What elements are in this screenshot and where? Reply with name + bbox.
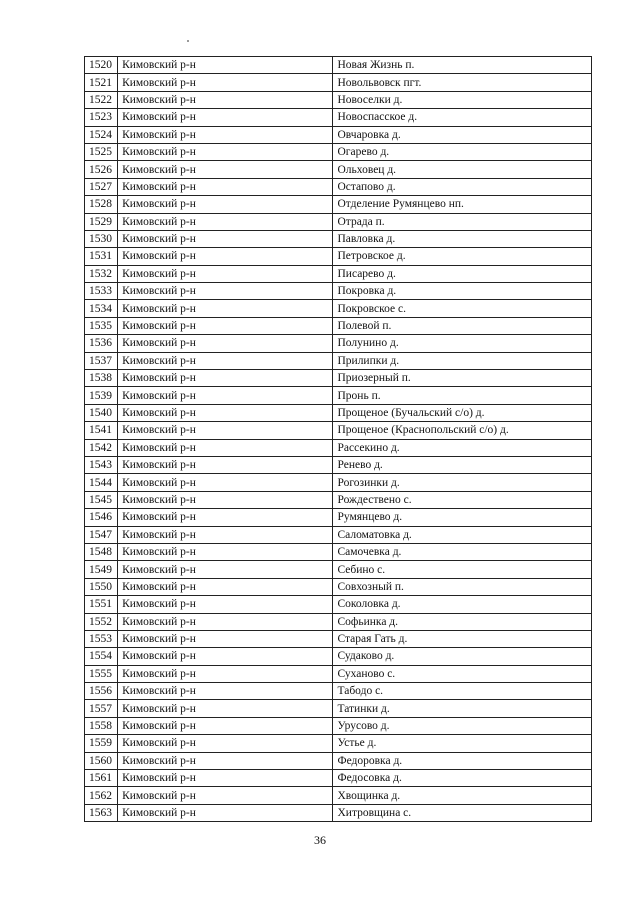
table-row	[85, 665, 592, 682]
settlement-cell: Овчаровка д.	[333, 126, 592, 143]
table-row	[85, 404, 592, 421]
table-row	[85, 178, 592, 195]
table-row	[85, 213, 592, 230]
table-row	[85, 474, 592, 491]
row-number: 1563	[85, 804, 118, 821]
district-cell: Кимовский р-н	[118, 283, 333, 300]
district-cell: Кимовский р-н	[118, 561, 333, 578]
row-number: 1527	[85, 178, 118, 195]
settlement-cell: Рогозинки д.	[333, 474, 592, 491]
settlement-cell: Прощеное (Краснопольский с/о) д.	[333, 422, 592, 439]
district-cell: Кимовский р-н	[118, 265, 333, 282]
district-cell: Кимовский р-н	[118, 439, 333, 456]
table-row	[85, 248, 592, 265]
settlement-cell: Рождествено с.	[333, 491, 592, 508]
district-cell: Кимовский р-н	[118, 665, 333, 682]
table-row	[85, 543, 592, 560]
table-row	[85, 561, 592, 578]
row-number: 1522	[85, 91, 118, 108]
row-number: 1532	[85, 265, 118, 282]
table-row	[85, 161, 592, 178]
settlement-cell: Приозерный п.	[333, 370, 592, 387]
table-row	[85, 630, 592, 647]
row-number: 1536	[85, 335, 118, 352]
table-row	[85, 74, 592, 91]
settlement-cell: Румянцево д.	[333, 509, 592, 526]
table-row	[85, 335, 592, 352]
table-row	[85, 804, 592, 821]
settlements-table	[84, 56, 592, 822]
table-row	[85, 300, 592, 317]
row-number: 1537	[85, 352, 118, 369]
row-number: 1547	[85, 526, 118, 543]
settlement-cell: Петровское д.	[333, 248, 592, 265]
district-cell: Кимовский р-н	[118, 630, 333, 647]
district-cell: Кимовский р-н	[118, 613, 333, 630]
district-cell: Кимовский р-н	[118, 578, 333, 595]
table-row	[85, 770, 592, 787]
settlement-cell: Урусово д.	[333, 717, 592, 734]
table-row	[85, 752, 592, 769]
settlement-cell: Огарево д.	[333, 143, 592, 160]
settlement-cell: Покровка д.	[333, 283, 592, 300]
district-cell: Кимовский р-н	[118, 474, 333, 491]
row-number: 1520	[85, 57, 118, 74]
district-cell: Кимовский р-н	[118, 213, 333, 230]
district-cell: Кимовский р-н	[118, 596, 333, 613]
settlement-cell: Новая Жизнь п.	[333, 57, 592, 74]
settlement-cell: Новоспасское д.	[333, 109, 592, 126]
row-number: 1528	[85, 196, 118, 213]
settlement-cell: Павловка д.	[333, 230, 592, 247]
district-cell: Кимовский р-н	[118, 370, 333, 387]
table-row	[85, 735, 592, 752]
settlements-table-body	[85, 57, 592, 822]
table-row	[85, 91, 592, 108]
district-cell: Кимовский р-н	[118, 683, 333, 700]
settlement-cell: Остапово д.	[333, 178, 592, 195]
district-cell: Кимовский р-н	[118, 804, 333, 821]
table-row	[85, 787, 592, 804]
settlement-cell: Саломатовка д.	[333, 526, 592, 543]
settlement-cell: Писарево д.	[333, 265, 592, 282]
row-number: 1561	[85, 770, 118, 787]
row-number: 1526	[85, 161, 118, 178]
row-number: 1539	[85, 387, 118, 404]
district-cell: Кимовский р-н	[118, 491, 333, 508]
district-cell: Кимовский р-н	[118, 248, 333, 265]
row-number: 1543	[85, 456, 118, 473]
row-number: 1546	[85, 509, 118, 526]
table-row	[85, 57, 592, 74]
district-cell: Кимовский р-н	[118, 109, 333, 126]
table-row	[85, 509, 592, 526]
district-cell: Кимовский р-н	[118, 143, 333, 160]
settlement-cell: Отрада п.	[333, 213, 592, 230]
settlement-cell: Полунино д.	[333, 335, 592, 352]
scan-mark	[187, 40, 189, 42]
row-number: 1530	[85, 230, 118, 247]
settlement-cell: Покровское с.	[333, 300, 592, 317]
row-number: 1557	[85, 700, 118, 717]
row-number: 1559	[85, 735, 118, 752]
table-row	[85, 352, 592, 369]
row-number: 1553	[85, 630, 118, 647]
row-number: 1533	[85, 283, 118, 300]
table-row	[85, 196, 592, 213]
district-cell: Кимовский р-н	[118, 178, 333, 195]
row-number: 1552	[85, 613, 118, 630]
settlement-cell: Федоровка д.	[333, 752, 592, 769]
table-row	[85, 317, 592, 334]
district-cell: Кимовский р-н	[118, 422, 333, 439]
settlement-cell: Новольвовск пгт.	[333, 74, 592, 91]
table-row	[85, 126, 592, 143]
table-row	[85, 456, 592, 473]
settlement-cell: Судаково д.	[333, 648, 592, 665]
row-number: 1538	[85, 370, 118, 387]
district-cell: Кимовский р-н	[118, 735, 333, 752]
row-number: 1558	[85, 717, 118, 734]
row-number: 1562	[85, 787, 118, 804]
table-row	[85, 109, 592, 126]
row-number: 1542	[85, 439, 118, 456]
row-number: 1524	[85, 126, 118, 143]
settlement-cell: Прилипки д.	[333, 352, 592, 369]
district-cell: Кимовский р-н	[118, 126, 333, 143]
row-number: 1555	[85, 665, 118, 682]
settlement-cell: Ольховец д.	[333, 161, 592, 178]
row-number: 1554	[85, 648, 118, 665]
row-number: 1541	[85, 422, 118, 439]
district-cell: Кимовский р-н	[118, 509, 333, 526]
district-cell: Кимовский р-н	[118, 787, 333, 804]
table-row	[85, 143, 592, 160]
table-row	[85, 717, 592, 734]
row-number: 1535	[85, 317, 118, 334]
table-row	[85, 370, 592, 387]
settlement-cell: Ренево д.	[333, 456, 592, 473]
settlement-cell: Хитровщина с.	[333, 804, 592, 821]
settlement-cell: Прощеное (Бучальский с/о) д.	[333, 404, 592, 421]
row-number: 1544	[85, 474, 118, 491]
row-number: 1551	[85, 596, 118, 613]
district-cell: Кимовский р-н	[118, 770, 333, 787]
district-cell: Кимовский р-н	[118, 317, 333, 334]
settlement-cell: Устье д.	[333, 735, 592, 752]
district-cell: Кимовский р-н	[118, 352, 333, 369]
table-row	[85, 230, 592, 247]
row-number: 1540	[85, 404, 118, 421]
district-cell: Кимовский р-н	[118, 196, 333, 213]
settlement-cell: Рассекино д.	[333, 439, 592, 456]
settlement-cell: Старая Гать д.	[333, 630, 592, 647]
district-cell: Кимовский р-н	[118, 161, 333, 178]
row-number: 1549	[85, 561, 118, 578]
settlement-cell: Совхозный п.	[333, 578, 592, 595]
table-row	[85, 387, 592, 404]
table-row	[85, 700, 592, 717]
district-cell: Кимовский р-н	[118, 230, 333, 247]
table-row	[85, 265, 592, 282]
settlement-cell: Соколовка д.	[333, 596, 592, 613]
table-row	[85, 648, 592, 665]
table-row	[85, 439, 592, 456]
district-cell: Кимовский р-н	[118, 648, 333, 665]
settlement-cell: Федосовка д.	[333, 770, 592, 787]
row-number: 1525	[85, 143, 118, 160]
district-cell: Кимовский р-н	[118, 387, 333, 404]
settlement-cell: Суханово с.	[333, 665, 592, 682]
settlement-cell: Табодо с.	[333, 683, 592, 700]
district-cell: Кимовский р-н	[118, 404, 333, 421]
district-cell: Кимовский р-н	[118, 700, 333, 717]
district-cell: Кимовский р-н	[118, 57, 333, 74]
row-number: 1529	[85, 213, 118, 230]
settlement-cell: Полевой п.	[333, 317, 592, 334]
settlement-cell: Софьинка д.	[333, 613, 592, 630]
settlement-cell: Отделение Румянцево нп.	[333, 196, 592, 213]
settlement-cell: Себино с.	[333, 561, 592, 578]
table-row	[85, 491, 592, 508]
district-cell: Кимовский р-н	[118, 456, 333, 473]
row-number: 1550	[85, 578, 118, 595]
table-row	[85, 578, 592, 595]
settlement-cell: Новоселки д.	[333, 91, 592, 108]
row-number: 1531	[85, 248, 118, 265]
district-cell: Кимовский р-н	[118, 91, 333, 108]
row-number: 1556	[85, 683, 118, 700]
district-cell: Кимовский р-н	[118, 300, 333, 317]
table-row	[85, 683, 592, 700]
table-row	[85, 526, 592, 543]
row-number: 1548	[85, 543, 118, 560]
table-row	[85, 613, 592, 630]
district-cell: Кимовский р-н	[118, 717, 333, 734]
row-number: 1523	[85, 109, 118, 126]
row-number: 1534	[85, 300, 118, 317]
table-row	[85, 283, 592, 300]
settlement-cell: Самочевка д.	[333, 543, 592, 560]
district-cell: Кимовский р-н	[118, 526, 333, 543]
row-number: 1521	[85, 74, 118, 91]
table-row	[85, 422, 592, 439]
district-cell: Кимовский р-н	[118, 752, 333, 769]
table-row	[85, 596, 592, 613]
district-cell: Кимовский р-н	[118, 74, 333, 91]
page-number: 36	[314, 833, 326, 847]
settlement-cell: Хвощинка д.	[333, 787, 592, 804]
row-number: 1560	[85, 752, 118, 769]
district-cell: Кимовский р-н	[118, 543, 333, 560]
settlement-cell: Пронь п.	[333, 387, 592, 404]
district-cell: Кимовский р-н	[118, 335, 333, 352]
row-number: 1545	[85, 491, 118, 508]
settlement-cell: Татинки д.	[333, 700, 592, 717]
